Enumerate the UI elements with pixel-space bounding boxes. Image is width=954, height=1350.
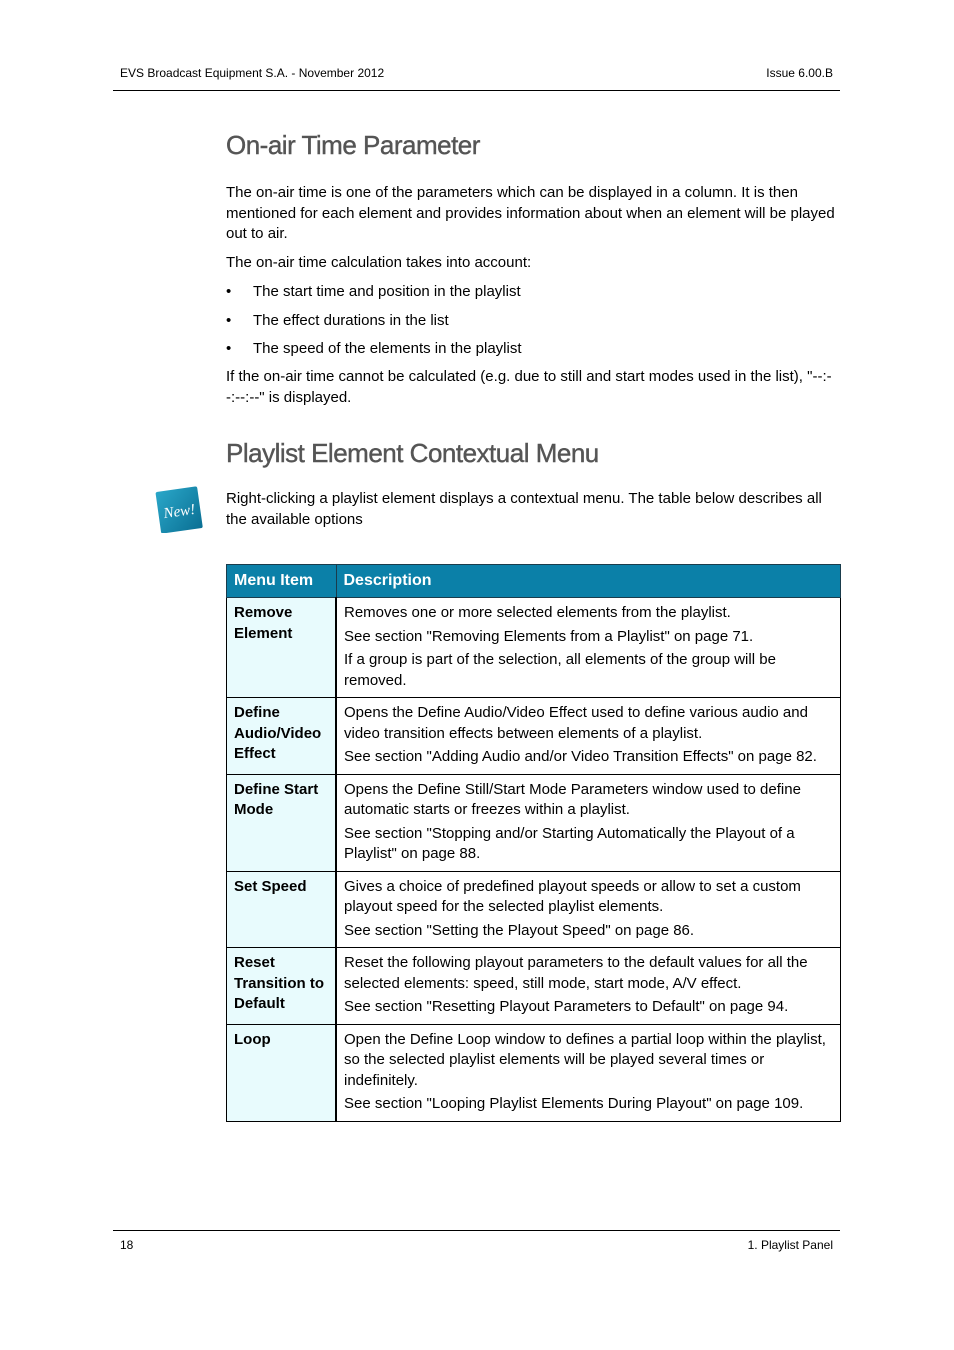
list-item: • The effect durations in the list xyxy=(226,311,449,329)
onair-para-2: The on-air time calculation takes into account: xyxy=(226,253,532,271)
page-number: 18 xyxy=(120,1238,134,1252)
menu-item-name: Set Speed xyxy=(227,871,337,948)
section-title-contextual-menu: Playlist Element Contextual Menu xyxy=(226,438,599,468)
menu-item-description: Opens the Define Audio/Video Effect used to define various audio and video transition effects between elements of a playlist. See section "Adding Audio and/or Video Transition Effects" on page 82. xyxy=(336,698,841,775)
onair-bullet-list xyxy=(226,282,836,359)
menu-item-description: Gives a choice of predefined playout speeds or allow to set a custom playout speed for the selected playlist elements. See section "Setting the Playout Speed" on page 86. xyxy=(336,871,841,948)
header-issue: Issue 6.00.B xyxy=(766,66,833,80)
menu-item-name: Define Audio/Video Effect xyxy=(227,698,337,775)
menu-item-name: Remove Element xyxy=(227,598,337,698)
column-header-menu-item: Menu Item xyxy=(227,565,337,598)
chapter-title: 1. Playlist Panel xyxy=(747,1238,833,1252)
menu-item-name: Loop xyxy=(227,1024,337,1121)
menu-item-name: Reset Transition to Default xyxy=(227,948,337,1025)
page-header xyxy=(113,62,840,91)
onair-para-1: The on-air time is one of the parameters which can be displayed in a column. It is then mentioned for each element and provides information about when an element will be played out to air. xyxy=(226,184,835,242)
table-row xyxy=(227,698,841,775)
column-header-description: Description xyxy=(336,565,841,598)
table-row xyxy=(227,774,841,871)
main-content xyxy=(226,130,836,530)
list-item: • The speed of the elements in the playlist xyxy=(226,340,522,357)
menu-item-name: Define Start Mode xyxy=(227,774,337,871)
table-row xyxy=(227,948,841,1025)
menu-item-description: Open the Define Loop window to defines a partial loop within the playlist, so the selected playlist elements will be played several times or indefinitely. See section "Looping Playlist Elements During Playout" on page 109. xyxy=(336,1024,841,1121)
header-left-text: EVS Broadcast Equipment S.A. - November 2012 xyxy=(120,66,385,80)
menu-options-table xyxy=(226,564,841,1122)
page-footer xyxy=(113,1230,840,1255)
section-title-onair: On-air Time Parameter xyxy=(226,130,480,160)
menu-item-description: Reset the following playout parameters to the default values for all the selected elements: speed, still mode, start mode, A/V effect. See section "Resetting Playout Parameters to Default" on page 94. xyxy=(336,948,841,1025)
table-header-row xyxy=(227,565,841,598)
menu-item-description: Removes one or more selected elements from the playlist. See section "Removing Elements from a Playlist" on page 71. If a group is part of the selection, all elements of the group will be removed. xyxy=(336,598,841,698)
onair-para-3: If the on-air time cannot be calculated (e.g. due to still and start modes used in the list), "--:--:--:--" is displayed. xyxy=(226,368,832,406)
list-item: • The start time and position in the playlist xyxy=(226,283,521,300)
contextual-intro: Right-clicking a playlist element displays a contextual menu. The table below describes all the available options xyxy=(226,490,822,528)
table-row xyxy=(227,871,841,948)
new-badge-icon xyxy=(155,485,203,533)
table-row xyxy=(227,1024,841,1121)
table-row xyxy=(227,598,841,698)
menu-item-description: Opens the Define Still/Start Mode Parameters window used to define automatic starts or freezes within a playlist. See section "Stopping and/or Starting Automatically the Playout of a Playlist" on page 88. xyxy=(336,774,841,871)
svg-text:New!: New! xyxy=(162,501,197,523)
